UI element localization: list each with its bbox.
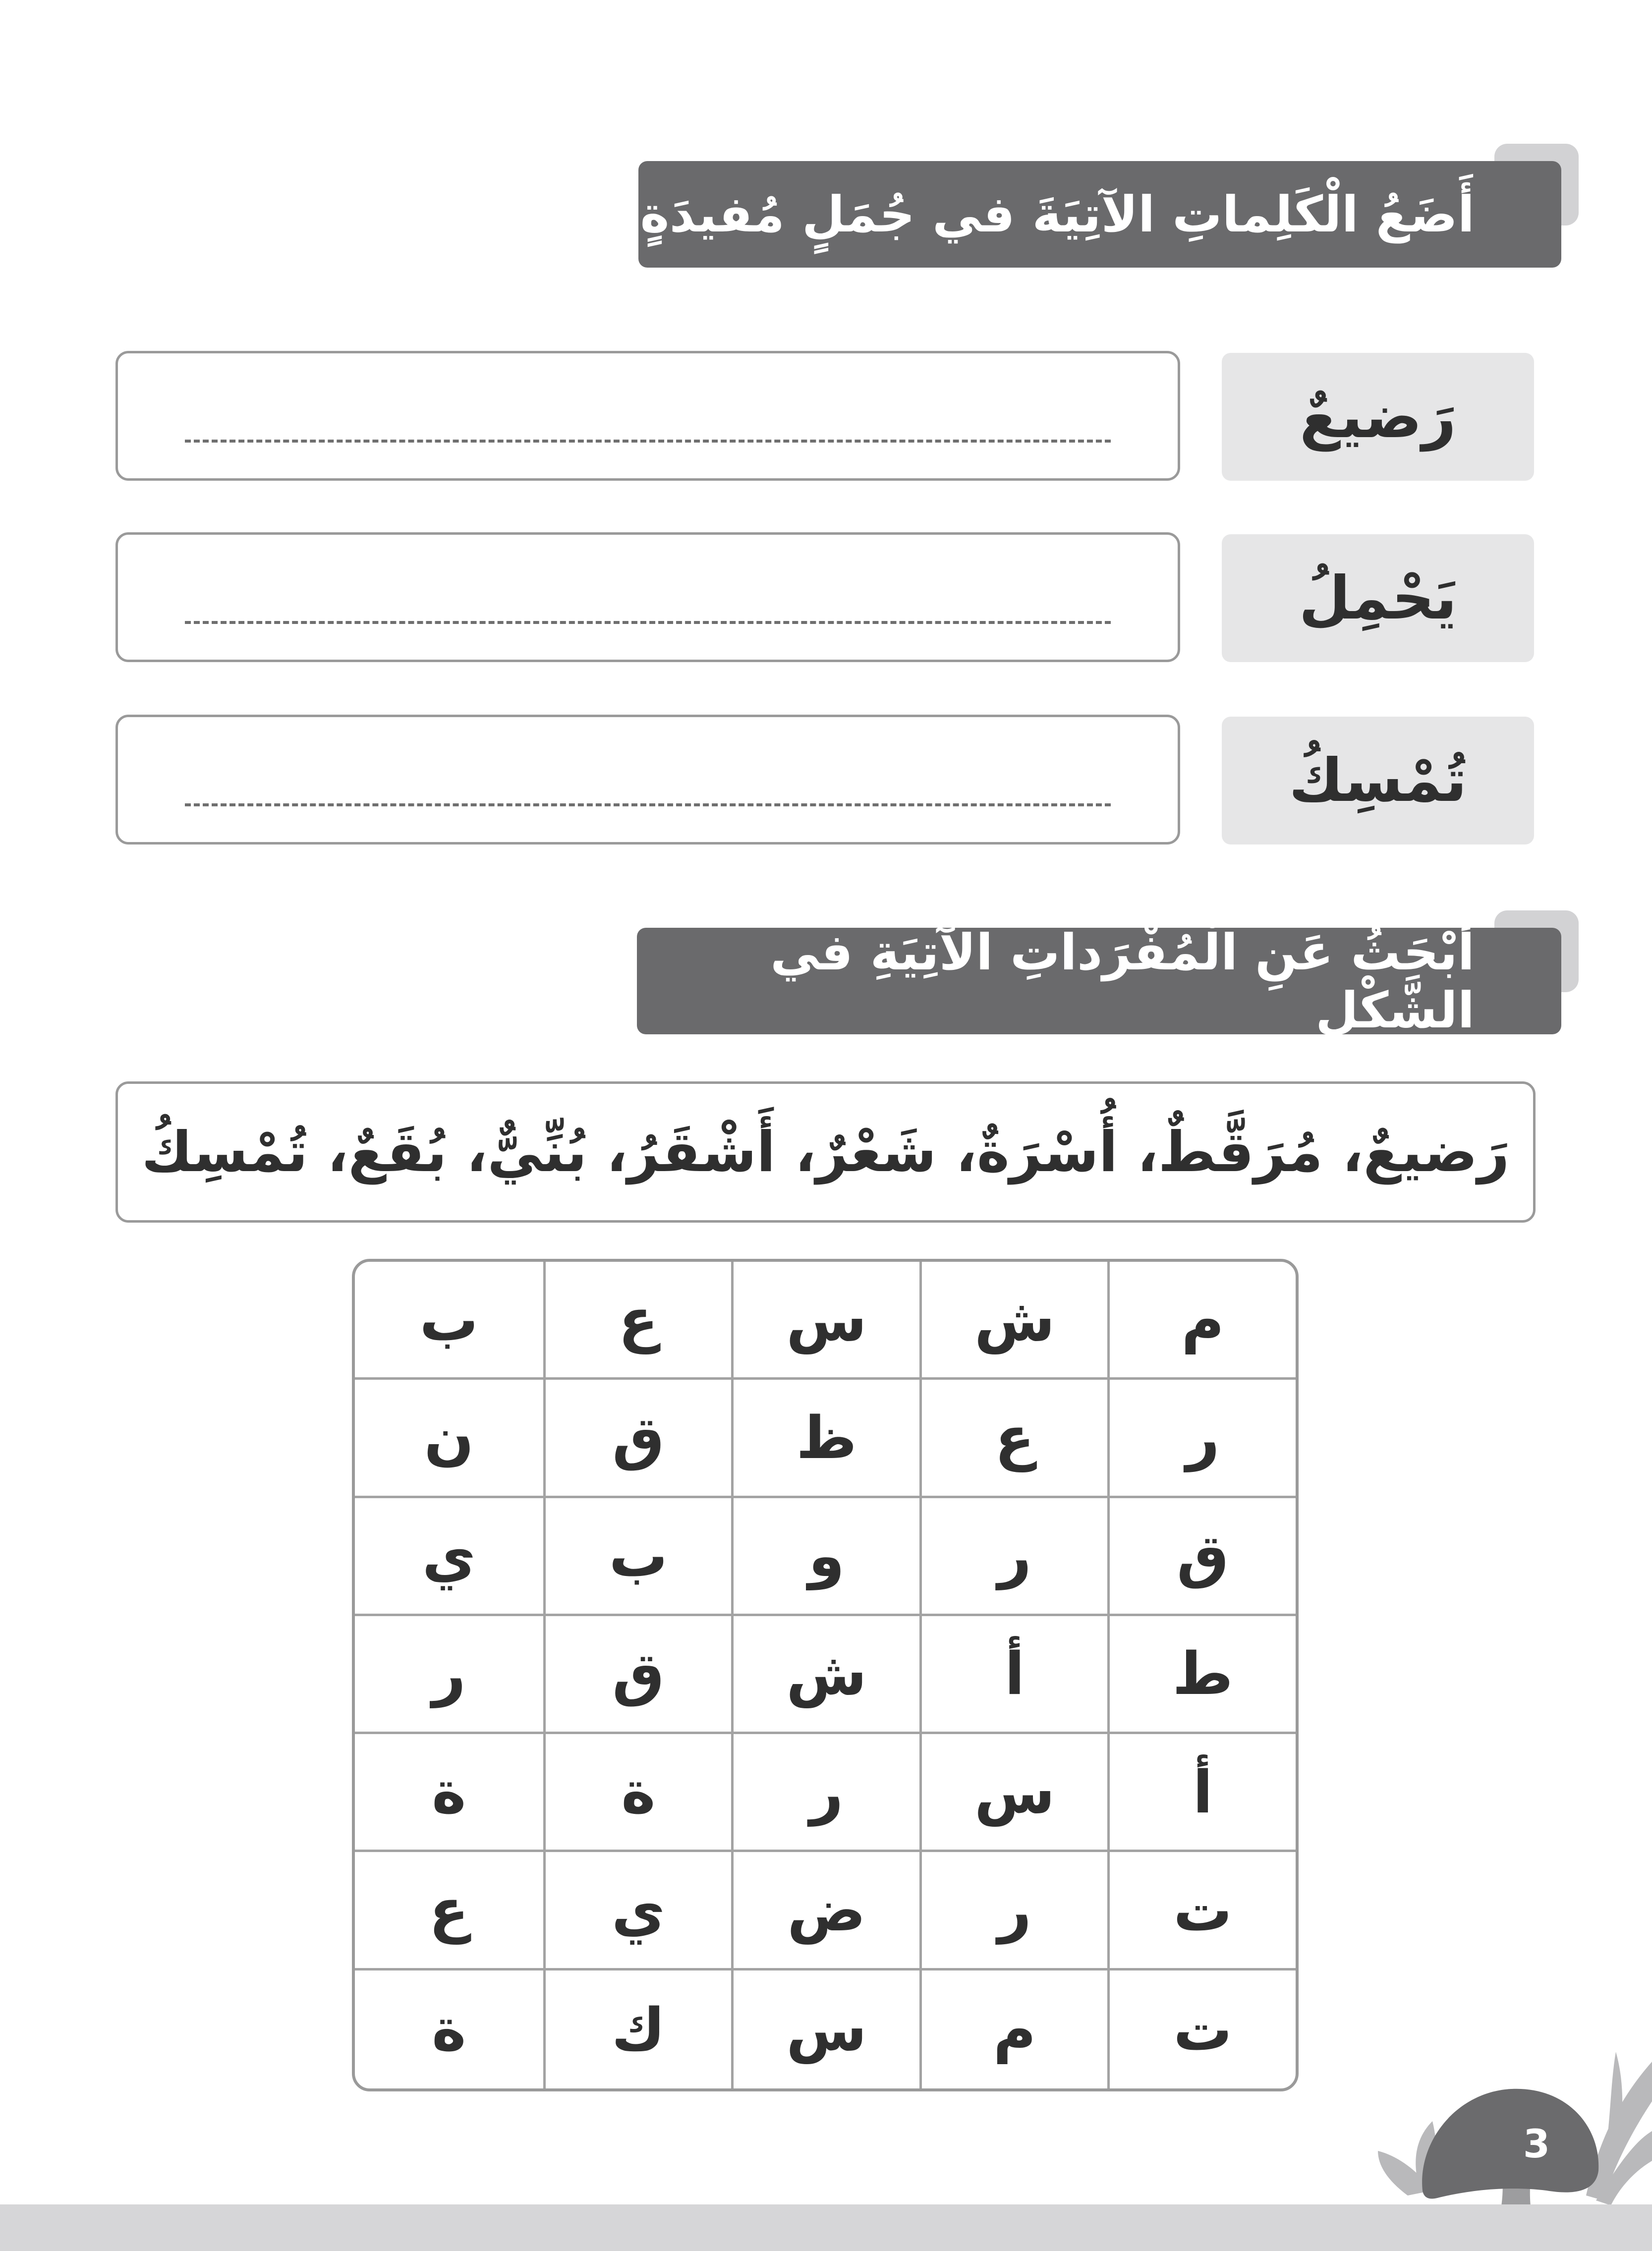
grid-cell[interactable]: ع [919,1380,1108,1498]
grid-cell[interactable]: ت [1107,1970,1296,2088]
section-3-title: أَضَعُ الْكَلِماتِ الآتِيَةَ في جُمَلٍ مُفيدَةٍ [640,185,1475,243]
grid-cell[interactable]: ك [543,1970,732,2088]
grid-cell[interactable]: ش [731,1616,919,1734]
grid-cell[interactable]: ر [919,1498,1108,1616]
grid-cell[interactable]: ت [1107,1852,1296,1970]
grid-cell[interactable]: ر [919,1852,1108,1970]
grid-cell[interactable]: ر [355,1616,543,1734]
word-box-3 [1222,717,1534,844]
writing-line-3 [185,803,1111,806]
mushroom-cap-icon [1422,2089,1598,2199]
grid-cell[interactable]: س [731,1970,919,2088]
grid-cell[interactable]: ة [431,1995,466,2064]
footer-bar [0,2204,1652,2251]
grid-cell[interactable]: س [919,1734,1108,1852]
grid-cell[interactable]: و [731,1498,919,1616]
word-1: رَضيعٌ [1300,382,1456,451]
word-box-1 [1222,353,1534,481]
grid-cell[interactable]: ظ [731,1380,919,1498]
grid-cell[interactable]: ض [731,1852,919,1970]
word-3: تُمْسِكُ [1289,746,1467,815]
grid-cell[interactable]: أ [919,1616,1108,1734]
grid-cell[interactable]: ة [355,1734,543,1852]
grid-cell[interactable]: ق [543,1616,732,1734]
section-3-header [638,161,1561,268]
answer-field-3[interactable] [115,715,1180,844]
answer-field-2[interactable] [115,532,1180,662]
grid-cell[interactable]: أ [1107,1734,1296,1852]
grid-cell[interactable]: ع [355,1852,543,1970]
grid-cell[interactable]: ط [1107,1616,1296,1734]
writing-line-1 [185,440,1111,443]
writing-line-2 [185,621,1111,624]
grid-cell[interactable]: ي [543,1852,732,1970]
grid-cell[interactable]: ي [355,1498,543,1616]
grid-cell[interactable]: م [1107,1262,1296,1380]
grid-cell[interactable]: ق [1107,1498,1296,1616]
grid-cell[interactable]: ر [1107,1380,1296,1498]
grid-cell[interactable]: ب [355,1262,543,1380]
grid-cell[interactable]: ر [731,1734,919,1852]
grid-cell[interactable]: س [731,1262,919,1380]
section-4-title: أَبْحَثُ عَنِ الْمُفْرَداتِ الآتِيَةِ في الشَّكْلِ [770,923,1475,1039]
word-box-2 [1222,534,1534,662]
grid-cell[interactable]: ع [543,1262,732,1380]
grid-cell[interactable]: ق [543,1380,732,1498]
page-number: 3 [1523,2122,1550,2167]
grid-cell[interactable]: ب [543,1498,732,1616]
word-list-text: رَضيعٌ، مُرَقَّطٌ، أُسْرَةٌ، شَعْرٌ، أَشْقَرُ، بُنِّيٌّ، بُقَعٌ، تُمْسِكُ [141,1120,1510,1184]
word-search-grid [352,1259,1299,2091]
word-list-box [115,1081,1536,1223]
grid-cell[interactable]: ن [355,1380,543,1498]
word-2: يَحْمِلُ [1299,563,1457,633]
grid-cell[interactable]: م [919,1970,1108,2088]
grid-cell[interactable]: ش [919,1262,1108,1380]
section-4-header [637,923,1561,1039]
answer-field-1[interactable] [115,351,1180,481]
grid-cell[interactable]: ة [543,1734,732,1852]
